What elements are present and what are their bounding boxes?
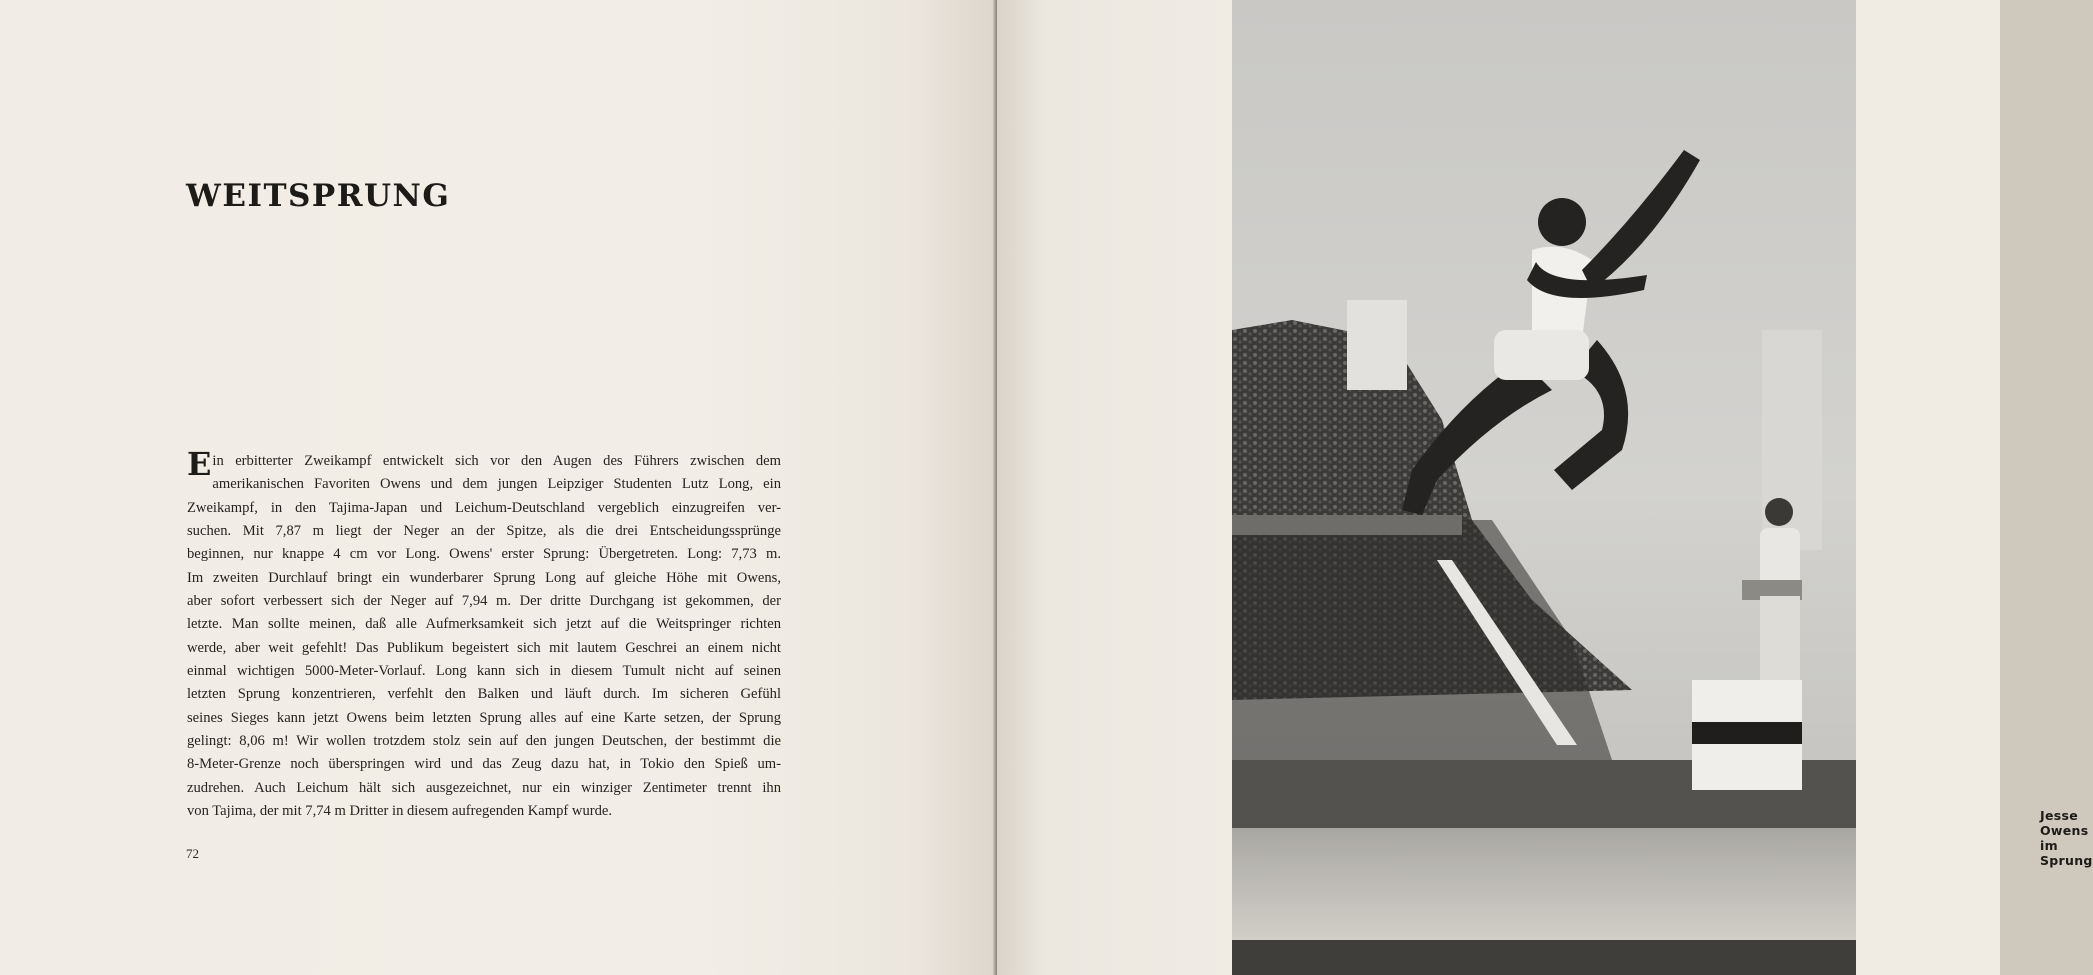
- text-line: werde, aber weit gefehlt! Das Publikum begeistert sich mit lautem Geschrei an einem nicht: [187, 639, 781, 656]
- text-line: gelingt: 8,06 m! Wir wollen trotzdem stolz sein auf den jungen Deutschen, der bestimmt die: [187, 733, 781, 750]
- page-number: 72: [186, 846, 199, 861]
- text-line: Zweikampf, in den Tajima-Japan und Leichum-Deutschland vergeblich einzugreifen ver-: [187, 499, 781, 516]
- page-heading: WEITSPRUNG: [186, 178, 451, 214]
- text-line: letzte. Man sollte meinen, daß alle Aufmerksamkeit sich jetzt auf die Weitspringer richten: [187, 616, 781, 633]
- text-line: Im zweiten Durchlauf bringt ein wunderbarer Sprung Long auf gleiche Höhe mit Owens,: [187, 569, 781, 586]
- text-line: in erbitterter Zweikampf entwickelt sich vor den Augen des Führers zwischen dem: [212, 453, 781, 469]
- text-line: aber sofort verbessert sich der Neger auf 7,94 m. Der dritte Durchgang ist gekommen, der: [187, 593, 781, 610]
- text-line: zudrehen. Auch Leichum hält sich ausgezeichnet, nur ein winziger Zentimeter trennt ihn: [187, 779, 781, 796]
- text-line: einmal wichtigen 5000-Meter-Vorlauf. Long kann sich in diesem Tumult nicht auf seinen: [187, 663, 781, 680]
- text-line: letzten Sprung konzentrieren, verfehlt den Balken und läuft durch. Im sicheren Gefühl: [187, 686, 781, 703]
- left-page: [0, 0, 995, 975]
- long-jump-photo: [1232, 0, 1856, 975]
- photo-caption: Jesse Owens im Sprung: [2040, 808, 2093, 868]
- text-line: seines Sieges kann jetzt Owens beim letzten Sprung alles auf eine Karte setzen, der Sprung: [187, 709, 781, 726]
- text-line: von Tajima, der mit 7,74 m Dritter in diesem aufregenden Kampf wurde.: [187, 803, 613, 820]
- text-line: beginnen, nur knappe 4 cm vor Long. Owens' erster Sprung: Übergetreten. Long: 7,73 m.: [187, 546, 781, 563]
- text-line: 8-Meter-Grenze noch überspringen wird und das Zeug dazu hat, in Tokio den Spieß um-: [187, 756, 781, 773]
- drop-cap: E: [187, 445, 212, 483]
- text-line: amerikanischen Favoriten Owens und dem jungen Leipziger Studenten Lutz Long, ein: [212, 476, 781, 493]
- text-line: suchen. Mit 7,87 m liegt der Neger an der Spitze, als die drei Entscheidungssprünge: [187, 523, 781, 540]
- article-body: [187, 445, 781, 824]
